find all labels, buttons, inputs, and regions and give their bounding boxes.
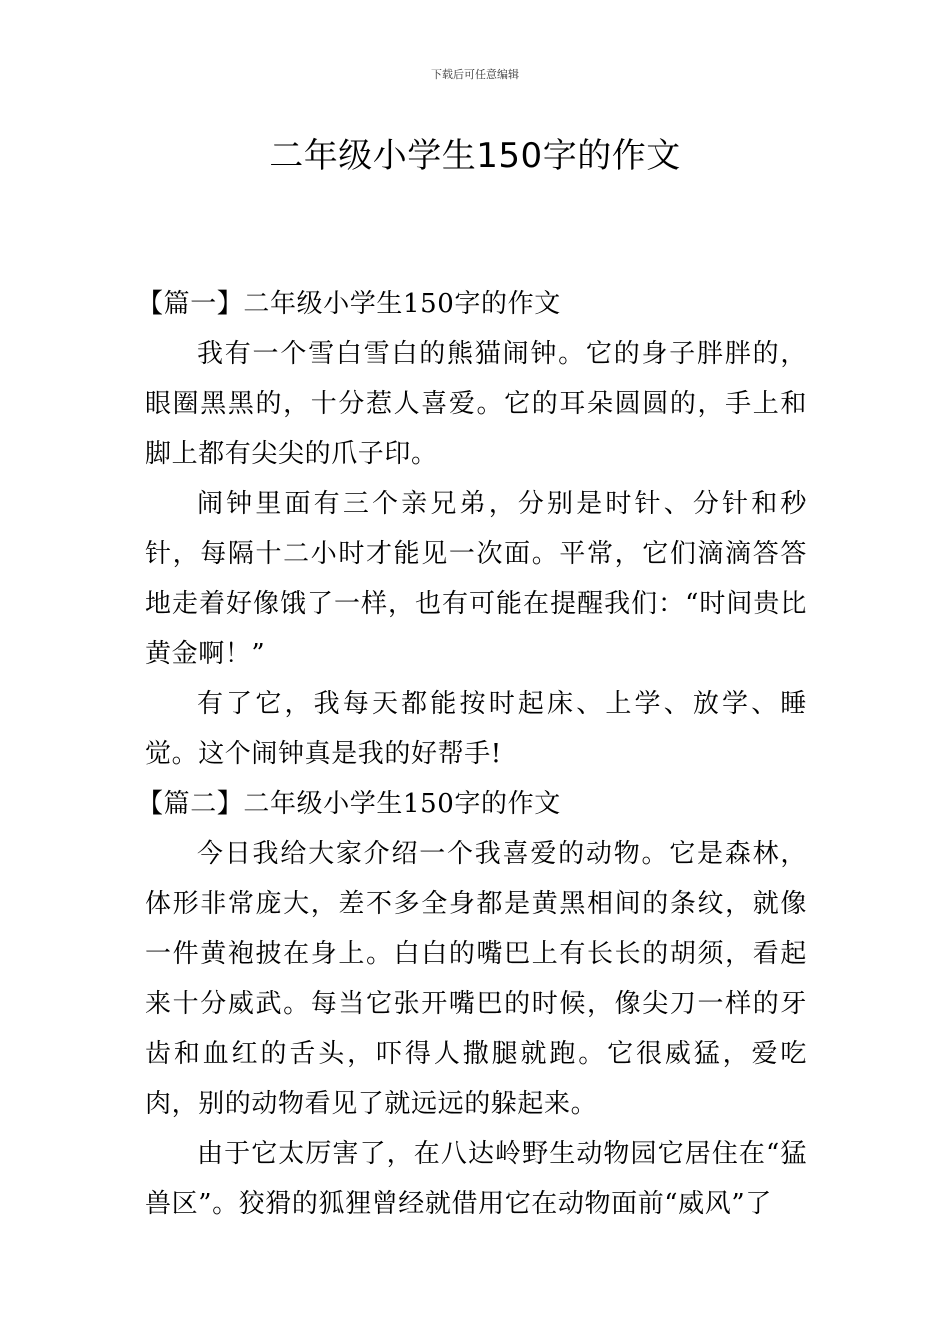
paragraph: 我有一个雪白雪白的熊猫闹钟。它的身子胖胖的，眼圈黑黑的，十分惹人喜爱。它的耳朵圆圆的，手上和脚上都有尖尖的爪子印。 [145,339,807,469]
header-note: 下载后可任意编辑 [431,68,519,81]
section-heading-1: 【篇一】二年级小学生150字的作文 [137,289,561,319]
document-title: 二年级小学生150字的作文 [269,136,681,176]
document-body [137,279,807,1229]
paragraph: 闹钟里面有三个亲兄弟，分别是时针、分针和秒针，每隔十二小时才能见一次面。平常，它们滴滴答答地走着好像饿了一样，也有可能在提醒我们：“时间贵比黄金啊！” [145,489,807,669]
paragraph: 今日我给大家介绍一个我喜爱的动物。它是森林，体形非常庞大，差不多全身都是黄黑相间的条纹，就像一件黄袍披在身上。白白的嘴巴上有长长的胡须，看起来十分威武。每当它张开嘴巴的时候，像尖刀一样的牙齿和血红的舌头，吓得人撒腿就跑。它很威猛，爱吃肉，别的动物看见了就远远的躲起来。 [145,839,807,1119]
paragraph: 有了它，我每天都能按时起床、上学、放学、睡觉。这个闹钟真是我的好帮手! [145,689,807,769]
section-heading-2: 【篇二】二年级小学生150字的作文 [137,789,561,819]
paragraph: 由于它太厉害了，在八达岭野生动物园它居住在“猛兽区”。狡猾的狐狸曾经就借用它在动物面前“威风”了 [145,1139,807,1219]
